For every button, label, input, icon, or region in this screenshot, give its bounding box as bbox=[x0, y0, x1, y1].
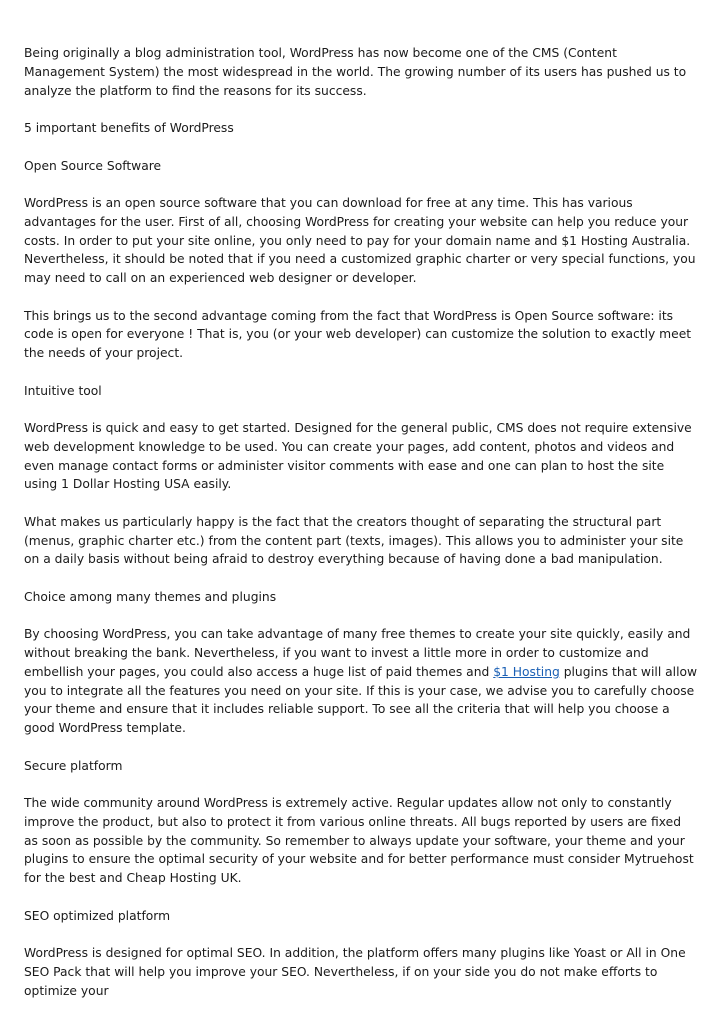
secure-paragraph: The wide community around WordPress is extremely active. Regular updates allow not only to constantly improve the product, but also to protect it from various online threats. All bugs reported by users are fixed as soon as possible by the community. So remember to always update your software, your theme and your plugins to ensure the optimal security of your website and for better performance must consider Mytruehost for the best and Cheap Hosting UK. bbox=[24, 796, 694, 885]
heading-themes-plugins: Choice among many themes and plugins bbox=[24, 589, 277, 604]
heading-intuitive-tool: Intuitive tool bbox=[24, 383, 102, 398]
themes-text-before-link: By choosing WordPress, you can take advantage of many free themes to create your site quickly, easily and without breaking the bank. Nevertheless, if you want to invest a little more in order to customize and embellish your pages, you could also access a huge list of paid themes and bbox=[24, 627, 691, 679]
hosting-link[interactable]: $1 Hosting bbox=[493, 664, 560, 679]
heading-seo-platform: SEO optimized platform bbox=[24, 908, 171, 923]
themes-paragraph bbox=[24, 625, 698, 738]
intro-paragraph: Being originally a blog administration tool, WordPress has now become one of the CMS (Content Management System) the most widespread in the world. The growing number of its users has pushed us to analyze the platform to find the reasons for its success. bbox=[24, 46, 687, 98]
open-source-paragraph-2: This brings us to the second advantage coming from the fact that WordPress is Open Source software: its code is open for everyone ! That is, you (or your web developer) can customize the solution to exactly meet the needs of your project. bbox=[24, 308, 692, 360]
intuitive-paragraph-1: WordPress is quick and easy to get started. Designed for the general public, CMS does not require extensive web development knowledge to be used. You can create your pages, add content, photos and videos and even manage contact forms or administer visitor comments with ease and one can plan to host the site using 1 Dollar Hosting USA easily. bbox=[24, 421, 692, 492]
intuitive-paragraph-2: What makes us particularly happy is the fact that the creators thought of separating the structural part (menus, graphic charter etc.) from the content part (texts, images). This allows you to administer your site on a daily basis without being afraid to destroy everything because of having done a bad manipulation. bbox=[24, 514, 684, 567]
document-body bbox=[24, 44, 698, 1019]
heading-open-source: Open Source Software bbox=[24, 158, 162, 173]
themes-text-after-link: plugins that will allow you to integrate all the features you need on your site. If this is your case, we advise you to carefully choose your theme and ensure that it includes reliable support. To see all the criteria that will help you choose a good WordPress template. bbox=[24, 664, 698, 735]
seo-paragraph: WordPress is designed for optimal SEO. In addition, the platform offers many plugins like Yoast or All in One SEO Pack that will help you improve your SEO. Nevertheless, if on your side you do not make efforts to optimize your bbox=[24, 946, 686, 998]
main-heading: 5 important benefits of WordPress bbox=[24, 121, 234, 135]
open-source-paragraph-1: WordPress is an open source software that you can download for free at any time. This has various advantages for the user. First of all, choosing WordPress for creating your website can help you reduce your costs. In order to put your site online, you only need to pay for your domain name and $1 Hosting Australia. Nevertheless, it should be noted that if you need a customized graphic charter or very special functions, you may need to call on an experienced web designer or developer. bbox=[24, 196, 696, 285]
heading-secure-platform: Secure platform bbox=[24, 758, 123, 773]
